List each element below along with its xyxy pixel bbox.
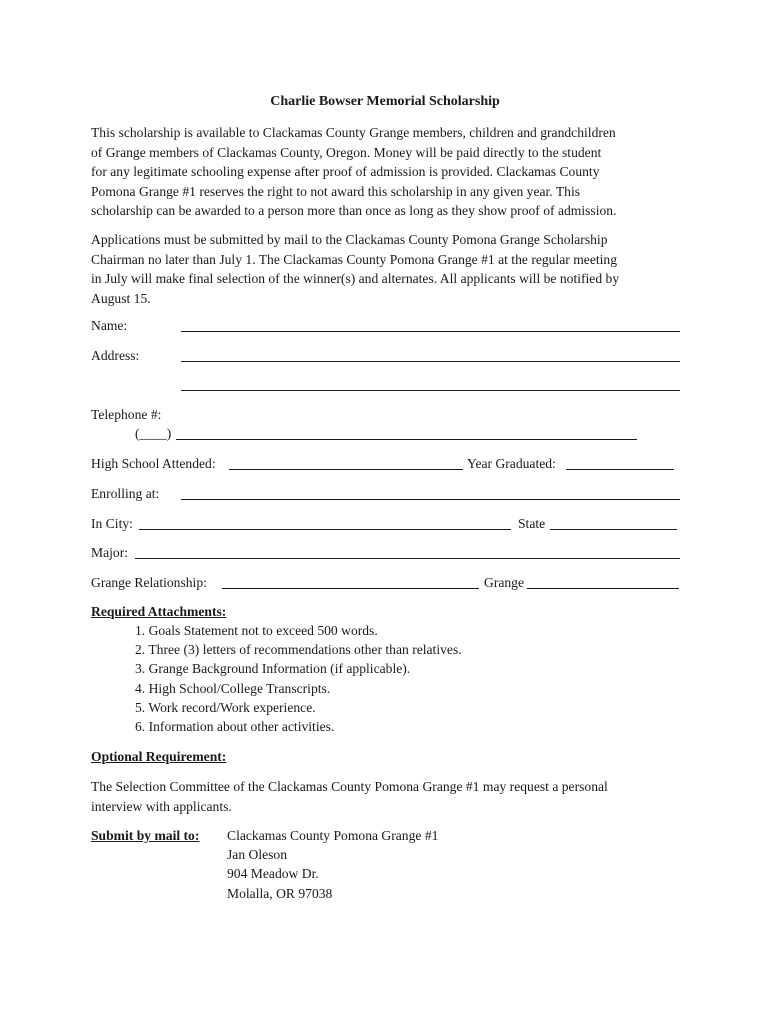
city-label: In City: bbox=[91, 516, 133, 531]
deadline-line: Applications must be submitted by mail to the Clackamas County Pomona Grange Scholarship bbox=[91, 232, 608, 247]
list-item: 2. Three (3) letters of recommendations other than relatives. bbox=[135, 642, 462, 658]
attachments-heading: Required Attachments: bbox=[91, 604, 227, 619]
grange-relationship-label: Grange Relationship: bbox=[91, 575, 207, 590]
list-item: 4. High School/College Transcripts. bbox=[135, 680, 331, 696]
name-label: Name: bbox=[91, 318, 128, 333]
list-item: 3. Grange Background Information (if applicable). bbox=[135, 661, 411, 677]
intro-line: of Grange members of Clackamas County, Oregon. Money will be paid directly to the student bbox=[91, 144, 602, 160]
attachments-list bbox=[135, 621, 462, 736]
address-field-line-1[interactable] bbox=[181, 361, 680, 362]
deadline-paragraph bbox=[91, 230, 691, 308]
intro-line: scholarship can be awarded to a person more than once as long as they show proof of admission. bbox=[91, 203, 617, 218]
page-title: Charlie Bowser Memorial Scholarship bbox=[270, 94, 500, 109]
mailing-address-line: Jan Oleson bbox=[227, 847, 288, 863]
state-field[interactable] bbox=[550, 529, 677, 530]
list-item: 6. Information about other activities. bbox=[135, 719, 335, 735]
optional-line: The Selection Committee of the Clackamas County Pomona Grange #1 may request a personal bbox=[91, 779, 608, 794]
optional-paragraph bbox=[91, 777, 691, 816]
mailing-address bbox=[227, 826, 438, 903]
year-graduated-label: Year Graduated: bbox=[467, 456, 556, 471]
city-field[interactable] bbox=[139, 529, 511, 530]
mailing-address-line: 904 Meadow Dr. bbox=[227, 866, 319, 882]
grange-field[interactable] bbox=[527, 588, 679, 589]
intro-line: for any legitimate schooling expense after proof of admission is provided. Clackamas County bbox=[91, 164, 600, 179]
intro-line: Pomona Grange #1 reserves the right to not award this scholarship in any given year. This bbox=[91, 183, 581, 199]
list-item: 5. Work record/Work experience. bbox=[135, 699, 316, 715]
major-label: Major: bbox=[91, 545, 128, 560]
address-field-line-2[interactable] bbox=[181, 390, 680, 391]
telephone-field[interactable] bbox=[176, 439, 637, 440]
state-label: State bbox=[518, 516, 546, 531]
address-label: Address: bbox=[91, 348, 140, 363]
optional-line: interview with applicants. bbox=[91, 798, 232, 814]
major-field[interactable] bbox=[135, 558, 680, 559]
grange-relationship-field[interactable] bbox=[222, 588, 479, 589]
mailing-address-line: Molalla, OR 97038 bbox=[227, 885, 333, 901]
intro-line: This scholarship is available to Clackamas County Grange members, children and grandchildren bbox=[91, 125, 616, 140]
intro-paragraph bbox=[91, 123, 691, 221]
telephone-label: Telephone #: bbox=[91, 407, 162, 422]
list-item: 1. Goals Statement not to exceed 500 words. bbox=[135, 623, 378, 638]
deadline-line: Chairman no later than July 1. The Clackamas County Pomona Grange #1 at the regular meeting bbox=[91, 251, 617, 267]
grange-label: Grange bbox=[484, 575, 525, 590]
name-field[interactable] bbox=[181, 331, 680, 332]
high-school-field[interactable] bbox=[229, 469, 463, 470]
submit-label: Submit by mail to: bbox=[91, 828, 200, 843]
area-code-field[interactable]: (____) bbox=[135, 426, 172, 441]
mailing-address-line: Clackamas County Pomona Grange #1 bbox=[227, 828, 439, 843]
year-graduated-field[interactable] bbox=[566, 469, 674, 470]
deadline-line: in July will make final selection of the winner(s) and alternates. All applicants will be notified by bbox=[91, 271, 620, 286]
optional-heading: Optional Requirement: bbox=[91, 749, 227, 764]
enrolling-label: Enrolling at: bbox=[91, 486, 160, 501]
deadline-line: August 15. bbox=[91, 290, 151, 306]
enrolling-field[interactable] bbox=[181, 499, 680, 500]
high-school-label: High School Attended: bbox=[91, 456, 216, 471]
